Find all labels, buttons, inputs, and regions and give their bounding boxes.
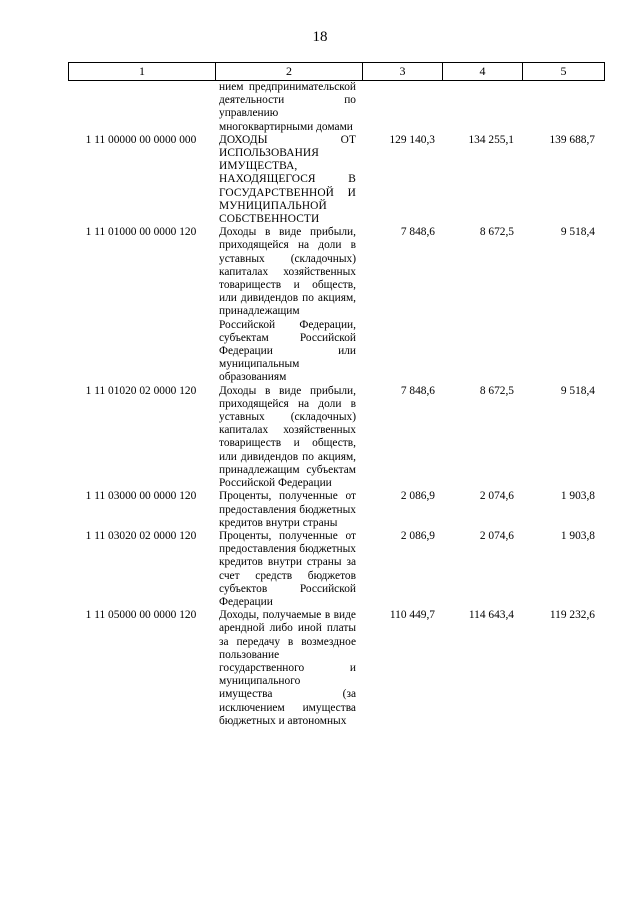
revenue-name: Доходы в виде прибыли, приходящейся на доли в уставных (складочных) капиталах хозяйственных товариществ и обществ, или дивидендов по акциям, принадлежащим субъектам Российской Федерации	[219, 384, 356, 490]
budget-code: 1 11 05000 00 0000 120	[85, 609, 197, 622]
page-number: 18	[312, 29, 328, 45]
value-col-5	[518, 81, 599, 134]
value-col-3	[360, 81, 439, 134]
value-col-4: 134 255,1	[468, 133, 514, 146]
table-row	[68, 81, 599, 134]
value-col-4: 8 672,5	[479, 384, 514, 397]
budget-code: 1 11 01020 02 0000 120	[85, 384, 197, 397]
column-header-5: 5	[523, 63, 605, 81]
budget-code	[68, 81, 214, 134]
revenue-name: Доходы в виде прибыли, приходящейся на доли в уставных (складочных) капиталах хозяйственных товариществ и обществ, или дивидендов по акциям, принадлежащим Российской Федерации, субъектам Российской Федерации или муниципальным образованиям	[219, 226, 356, 384]
column-header-4: 4	[443, 63, 523, 81]
value-col-5: 9 518,4	[560, 384, 595, 397]
budget-code: 1 11 03000 00 0000 120	[85, 490, 197, 503]
value-col-4: 2 074,6	[479, 529, 514, 542]
value-col-3: 2 086,9	[400, 529, 435, 542]
value-col-5: 1 903,8	[560, 490, 595, 503]
budget-code: 1 11 01000 00 0000 120	[85, 226, 197, 239]
value-col-3: 110 449,7	[389, 609, 435, 622]
table-row	[68, 530, 599, 609]
value-col-4	[439, 81, 518, 134]
value-col-5: 1 903,8	[560, 529, 595, 542]
value-col-4: 8 672,5	[479, 226, 514, 239]
column-header-2: 2	[216, 63, 363, 81]
table-row	[68, 609, 599, 728]
revenue-name: Проценты, полученные от предоставления бюджетных кредитов внутри страны	[219, 490, 356, 529]
table-row	[68, 226, 599, 384]
revenue-name: нием предпринимательской деятельности по управлению многоквартирными домами	[219, 81, 356, 133]
revenue-name: Доходы, получаемые в виде арендной либо иной платы за передачу в возмездное пользование государственного и муниципального имущества (за исключением имущества бюджетных и автономных	[219, 609, 356, 727]
column-header-table	[68, 62, 605, 81]
value-col-3: 7 848,6	[400, 226, 435, 239]
table-row	[68, 490, 599, 530]
value-col-3: 129 140,3	[389, 133, 435, 146]
value-col-4: 2 074,6	[479, 490, 514, 503]
column-header-3: 3	[363, 63, 443, 81]
value-col-4: 114 643,4	[468, 609, 514, 622]
value-col-5: 139 688,7	[549, 133, 595, 146]
value-col-3: 2 086,9	[400, 490, 435, 503]
budget-code: 1 11 03020 02 0000 120	[85, 529, 197, 542]
table-row	[68, 385, 599, 491]
value-col-3: 7 848,6	[400, 384, 435, 397]
value-col-5: 9 518,4	[560, 226, 595, 239]
table-row	[68, 134, 599, 226]
value-col-5: 119 232,6	[549, 609, 595, 622]
column-header-row	[69, 63, 605, 81]
revenue-name: ДОХОДЫ ОТ ИСПОЛЬЗОВАНИЯ ИМУЩЕСТВА, НАХОДЯЩЕГОСЯ В ГОСУДАРСТВЕННОЙ И МУНИЦИПАЛЬНОЙ СОБСТВЕННОСТИ	[219, 133, 356, 226]
budget-code: 1 11 00000 00 0000 000	[85, 133, 197, 146]
revenue-table	[68, 81, 599, 728]
revenue-name: Проценты, полученные от предоставления бюджетных кредитов внутри страны за счет средств бюджетов субъектов Российской Федерации	[219, 529, 356, 608]
column-header-1: 1	[69, 63, 216, 81]
